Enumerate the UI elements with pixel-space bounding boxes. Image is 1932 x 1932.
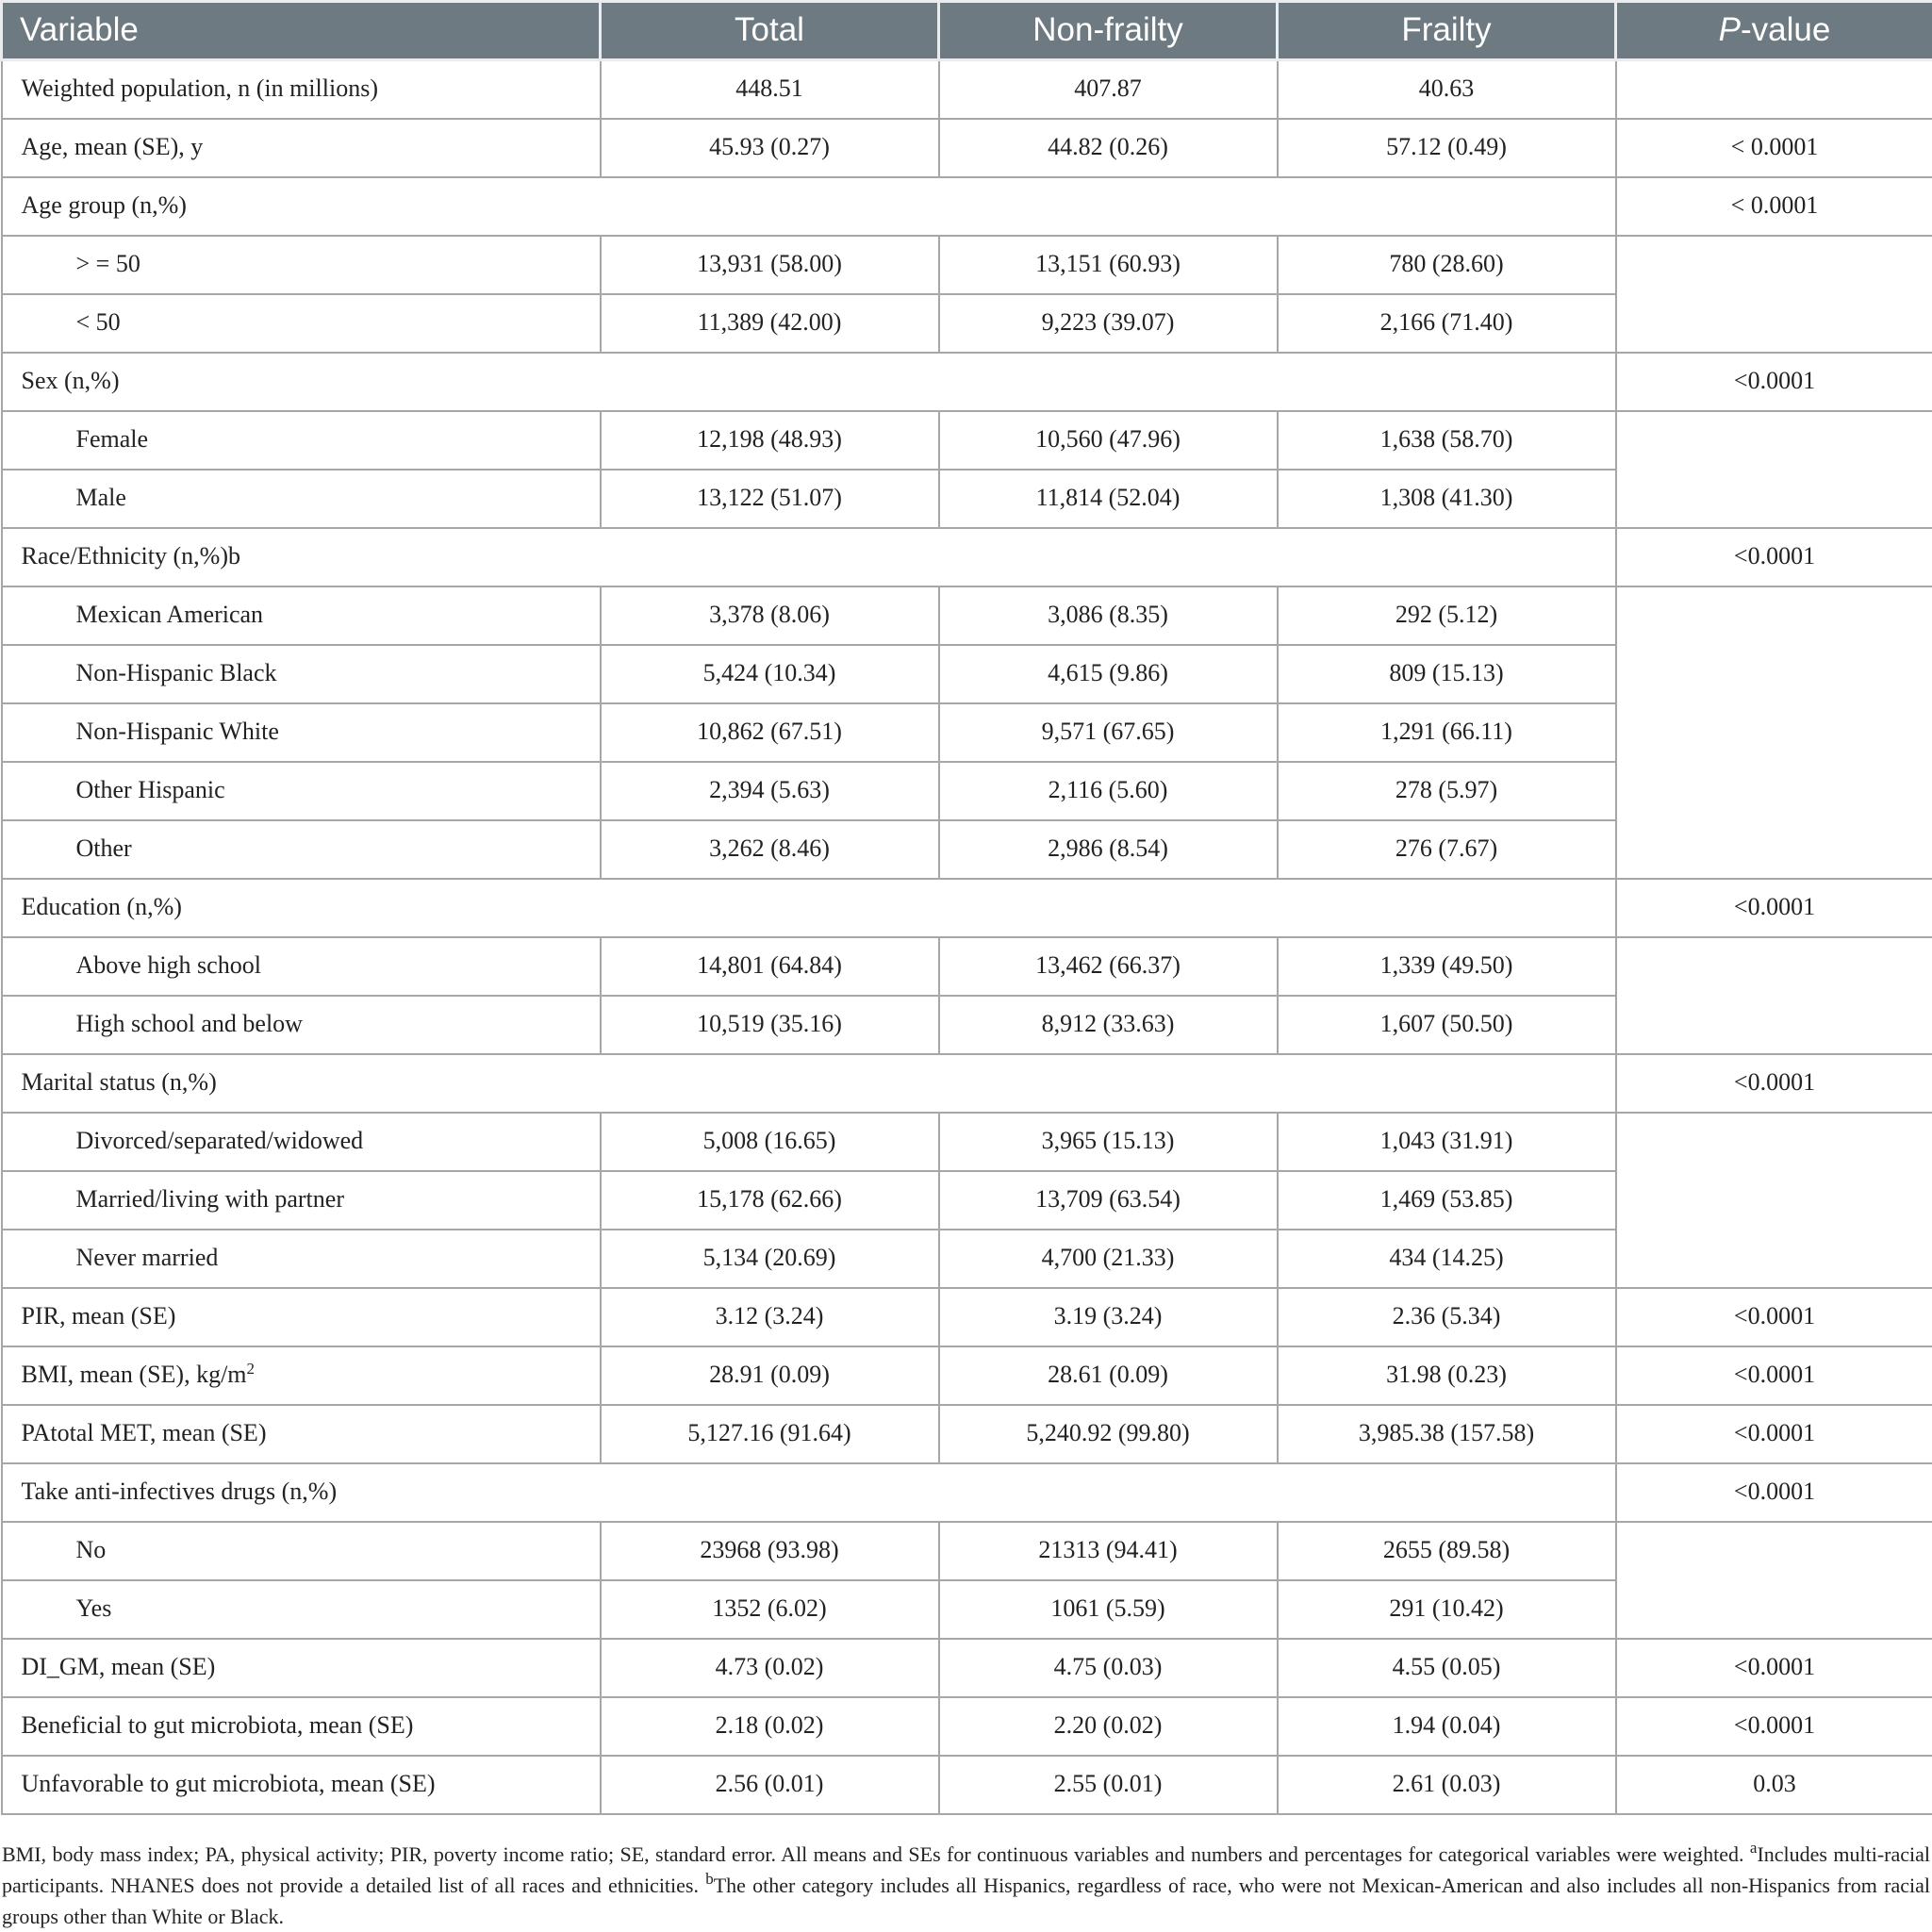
frailty-cell: 40.63 bbox=[1278, 60, 1616, 119]
p-value-empty-cell bbox=[1616, 1113, 1932, 1288]
total-cell: 11,389 (42.00) bbox=[601, 294, 939, 353]
subrow-label-cell: Mexican American bbox=[2, 586, 601, 645]
non-frailty-cell: 3,965 (15.13) bbox=[939, 1113, 1278, 1171]
header-p-letter: P bbox=[1718, 11, 1742, 49]
non-frailty-cell: 13,709 (63.54) bbox=[939, 1171, 1278, 1230]
group-span-cell bbox=[601, 177, 1616, 236]
table-row bbox=[2, 937, 1932, 996]
non-frailty-cell: 13,151 (60.93) bbox=[939, 236, 1278, 294]
frailty-cell: 1,469 (53.85) bbox=[1278, 1171, 1616, 1230]
frailty-cell: 3,985.38 (157.58) bbox=[1278, 1405, 1616, 1463]
p-value-empty-cell bbox=[1616, 411, 1932, 528]
table-row bbox=[2, 1522, 1932, 1580]
frailty-cell: 57.12 (0.49) bbox=[1278, 119, 1616, 177]
total-cell: 14,801 (64.84) bbox=[601, 937, 939, 996]
frailty-cell: 278 (5.97) bbox=[1278, 762, 1616, 820]
subrow-label-cell: Other Hispanic bbox=[2, 762, 601, 820]
row-label-cell: Age, mean (SE), y bbox=[2, 119, 601, 177]
footnote-main: BMI, body mass index; PA, physical activity; PIR, poverty income ratio; SE, standard error. All means and SEs for continuous variables and numbers and percentages for categorical variables were weighted. bbox=[2, 1842, 1750, 1866]
p-value-cell: <0.0001 bbox=[1616, 528, 1932, 586]
total-cell: 13,122 (51.07) bbox=[601, 470, 939, 528]
table-group-row bbox=[2, 1463, 1932, 1522]
subrow-label-cell: < 50 bbox=[2, 294, 601, 353]
p-value-cell: 0.03 bbox=[1616, 1756, 1932, 1814]
subrow-label-cell: Other bbox=[2, 820, 601, 879]
frailty-cell: 1,043 (31.91) bbox=[1278, 1113, 1616, 1171]
table-row bbox=[2, 1288, 1932, 1346]
non-frailty-cell: 28.61 (0.09) bbox=[939, 1346, 1278, 1405]
total-cell: 2.56 (0.01) bbox=[601, 1756, 939, 1814]
non-frailty-cell: 2,986 (8.54) bbox=[939, 820, 1278, 879]
p-value-empty-cell bbox=[1616, 586, 1932, 879]
frailty-cell: 1,607 (50.50) bbox=[1278, 996, 1616, 1054]
header-p-value bbox=[1616, 2, 1932, 60]
non-frailty-cell: 8,912 (33.63) bbox=[939, 996, 1278, 1054]
table-group-row bbox=[2, 528, 1932, 586]
header-frailty: Frailty bbox=[1278, 2, 1616, 60]
footnote-mark-a: a bbox=[1749, 1839, 1758, 1857]
row-label-cell bbox=[2, 1346, 601, 1405]
total-cell: 23968 (93.98) bbox=[601, 1522, 939, 1580]
total-cell: 5,127.16 (91.64) bbox=[601, 1405, 939, 1463]
header-non-frailty: Non-frailty bbox=[939, 2, 1278, 60]
total-cell: 2.18 (0.02) bbox=[601, 1697, 939, 1756]
total-cell: 1352 (6.02) bbox=[601, 1580, 939, 1639]
group-span-cell bbox=[601, 528, 1616, 586]
header-total: Total bbox=[601, 2, 939, 60]
row-label-cell: Beneficial to gut microbiota, mean (SE) bbox=[2, 1697, 601, 1756]
frailty-cell: 434 (14.25) bbox=[1278, 1230, 1616, 1288]
non-frailty-cell: 2,116 (5.60) bbox=[939, 762, 1278, 820]
non-frailty-cell: 13,462 (66.37) bbox=[939, 937, 1278, 996]
total-cell: 10,519 (35.16) bbox=[601, 996, 939, 1054]
table-header-row bbox=[2, 2, 1932, 60]
non-frailty-cell: 4,700 (21.33) bbox=[939, 1230, 1278, 1288]
subrow-label-cell: Female bbox=[2, 411, 601, 470]
subrow-label-cell: High school and below bbox=[2, 996, 601, 1054]
total-cell: 5,008 (16.65) bbox=[601, 1113, 939, 1171]
header-p-suffix: -value bbox=[1741, 11, 1831, 49]
footnote-note-b: The other category includes all Hispanics, regardless of race, who were not Mexican-American and also includes all non-Hispanics from racial groups other than White or Black. bbox=[2, 1874, 1930, 1928]
frailty-cell: 1,308 (41.30) bbox=[1278, 470, 1616, 528]
total-cell: 13,931 (58.00) bbox=[601, 236, 939, 294]
header-variable: Variable bbox=[2, 2, 601, 60]
subrow-label-cell: Non-Hispanic Black bbox=[2, 645, 601, 703]
frailty-cell: 292 (5.12) bbox=[1278, 586, 1616, 645]
footnote-note-a: Includes multi-racial participants. NHANES does not provide a detailed list of all races and ethnicities. bbox=[2, 1842, 1930, 1897]
p-value-cell: <0.0001 bbox=[1616, 1405, 1932, 1463]
frailty-cell: 1,638 (58.70) bbox=[1278, 411, 1616, 470]
total-cell: 45.93 (0.27) bbox=[601, 119, 939, 177]
frailty-cell: 2.61 (0.03) bbox=[1278, 1756, 1616, 1814]
group-span-cell bbox=[601, 1463, 1616, 1522]
p-value-cell: <0.0001 bbox=[1616, 879, 1932, 937]
non-frailty-cell: 4,615 (9.86) bbox=[939, 645, 1278, 703]
non-frailty-cell: 44.82 (0.26) bbox=[939, 119, 1278, 177]
frailty-cell: 2655 (89.58) bbox=[1278, 1522, 1616, 1580]
table-footnote bbox=[0, 1839, 1932, 1932]
non-frailty-cell: 21313 (94.41) bbox=[939, 1522, 1278, 1580]
subrow-label-cell: Male bbox=[2, 470, 601, 528]
table-group-row bbox=[2, 879, 1932, 937]
total-cell: 12,198 (48.93) bbox=[601, 411, 939, 470]
group-label-cell: Take anti-infectives drugs (n,%) bbox=[2, 1463, 601, 1522]
frailty-cell: 2,166 (71.40) bbox=[1278, 294, 1616, 353]
subrow-label-cell: No bbox=[2, 1522, 601, 1580]
frailty-cell: 291 (10.42) bbox=[1278, 1580, 1616, 1639]
table-row bbox=[2, 411, 1932, 470]
group-label-cell: Race/Ethnicity (n,%)b bbox=[2, 528, 601, 586]
p-value-cell: <0.0001 bbox=[1616, 1639, 1932, 1697]
table-row bbox=[2, 586, 1932, 645]
non-frailty-cell: 10,560 (47.96) bbox=[939, 411, 1278, 470]
total-cell: 448.51 bbox=[601, 60, 939, 119]
row-label-text: BMI, mean (SE), kg/m bbox=[21, 1361, 247, 1389]
table-row bbox=[2, 60, 1932, 119]
subrow-label-cell: > = 50 bbox=[2, 236, 601, 294]
group-span-cell bbox=[601, 879, 1616, 937]
frailty-cell: 809 (15.13) bbox=[1278, 645, 1616, 703]
p-value-cell: <0.0001 bbox=[1616, 1463, 1932, 1522]
total-cell: 2,394 (5.63) bbox=[601, 762, 939, 820]
row-label-cell: Unfavorable to gut microbiota, mean (SE) bbox=[2, 1756, 601, 1814]
non-frailty-cell: 1061 (5.59) bbox=[939, 1580, 1278, 1639]
total-cell: 3,262 (8.46) bbox=[601, 820, 939, 879]
frailty-cell: 276 (7.67) bbox=[1278, 820, 1616, 879]
table-row bbox=[2, 1756, 1932, 1814]
table-row bbox=[2, 1405, 1932, 1463]
non-frailty-cell: 3,086 (8.35) bbox=[939, 586, 1278, 645]
footnote-mark-b: b bbox=[705, 1870, 714, 1888]
row-label-cell: PIR, mean (SE) bbox=[2, 1288, 601, 1346]
total-cell: 3.12 (3.24) bbox=[601, 1288, 939, 1346]
non-frailty-cell: 5,240.92 (99.80) bbox=[939, 1405, 1278, 1463]
p-value-empty-cell bbox=[1616, 937, 1932, 1054]
non-frailty-cell: 3.19 (3.24) bbox=[939, 1288, 1278, 1346]
p-value-cell: <0.0001 bbox=[1616, 353, 1932, 411]
group-label-cell: Education (n,%) bbox=[2, 879, 601, 937]
group-label-cell: Marital status (n,%) bbox=[2, 1054, 601, 1113]
p-value-cell: <0.0001 bbox=[1616, 1697, 1932, 1756]
table-group-row bbox=[2, 353, 1932, 411]
table-row bbox=[2, 1346, 1932, 1405]
table-row bbox=[2, 236, 1932, 294]
total-cell: 5,134 (20.69) bbox=[601, 1230, 939, 1288]
non-frailty-cell: 2.20 (0.02) bbox=[939, 1697, 1278, 1756]
table-row bbox=[2, 1697, 1932, 1756]
row-label-cell: PAtotal MET, mean (SE) bbox=[2, 1405, 601, 1463]
subrow-label-cell: Above high school bbox=[2, 937, 601, 996]
subrow-label-cell: Never married bbox=[2, 1230, 601, 1288]
non-frailty-cell: 9,223 (39.07) bbox=[939, 294, 1278, 353]
row-label-cell: DI_GM, mean (SE) bbox=[2, 1639, 601, 1697]
total-cell: 4.73 (0.02) bbox=[601, 1639, 939, 1697]
total-cell: 15,178 (62.66) bbox=[601, 1171, 939, 1230]
p-value-cell: <0.0001 bbox=[1616, 1288, 1932, 1346]
table-body bbox=[2, 60, 1932, 1814]
p-value-cell: <0.0001 bbox=[1616, 1346, 1932, 1405]
non-frailty-cell: 2.55 (0.01) bbox=[939, 1756, 1278, 1814]
group-span-cell bbox=[601, 353, 1616, 411]
frailty-cell: 1,291 (66.11) bbox=[1278, 703, 1616, 762]
table-row bbox=[2, 1113, 1932, 1171]
table-row bbox=[2, 1639, 1932, 1697]
total-cell: 5,424 (10.34) bbox=[601, 645, 939, 703]
frailty-cell: 2.36 (5.34) bbox=[1278, 1288, 1616, 1346]
subrow-label-cell: Divorced/separated/widowed bbox=[2, 1113, 601, 1171]
subrow-label-cell: Married/living with partner bbox=[2, 1171, 601, 1230]
p-value-cell: < 0.0001 bbox=[1616, 119, 1932, 177]
p-value-empty-cell bbox=[1616, 1522, 1932, 1639]
p-value-cell: <0.0001 bbox=[1616, 1054, 1932, 1113]
non-frailty-cell: 4.75 (0.03) bbox=[939, 1639, 1278, 1697]
total-cell: 3,378 (8.06) bbox=[601, 586, 939, 645]
total-cell: 10,862 (67.51) bbox=[601, 703, 939, 762]
non-frailty-cell: 11,814 (52.04) bbox=[939, 470, 1278, 528]
frailty-cell: 1.94 (0.04) bbox=[1278, 1697, 1616, 1756]
table-row bbox=[2, 119, 1932, 177]
frailty-cell: 4.55 (0.05) bbox=[1278, 1639, 1616, 1697]
group-span-cell bbox=[601, 1054, 1616, 1113]
frailty-cell: 1,339 (49.50) bbox=[1278, 937, 1616, 996]
non-frailty-cell: 407.87 bbox=[939, 60, 1278, 119]
p-value-empty-cell bbox=[1616, 236, 1932, 353]
subrow-label-cell: Yes bbox=[2, 1580, 601, 1639]
row-label-superscript: 2 bbox=[246, 1360, 256, 1379]
total-cell: 28.91 (0.09) bbox=[601, 1346, 939, 1405]
subrow-label-cell: Non-Hispanic White bbox=[2, 703, 601, 762]
table-group-row bbox=[2, 177, 1932, 236]
table-group-row bbox=[2, 1054, 1932, 1113]
row-label-cell: Weighted population, n (in millions) bbox=[2, 60, 601, 119]
p-value-cell: < 0.0001 bbox=[1616, 177, 1932, 236]
non-frailty-cell: 9,571 (67.65) bbox=[939, 703, 1278, 762]
frailty-cell: 780 (28.60) bbox=[1278, 236, 1616, 294]
group-label-cell: Age group (n,%) bbox=[2, 177, 601, 236]
group-label-cell: Sex (n,%) bbox=[2, 353, 601, 411]
frailty-cell: 31.98 (0.23) bbox=[1278, 1346, 1616, 1405]
p-value-cell bbox=[1616, 60, 1932, 119]
